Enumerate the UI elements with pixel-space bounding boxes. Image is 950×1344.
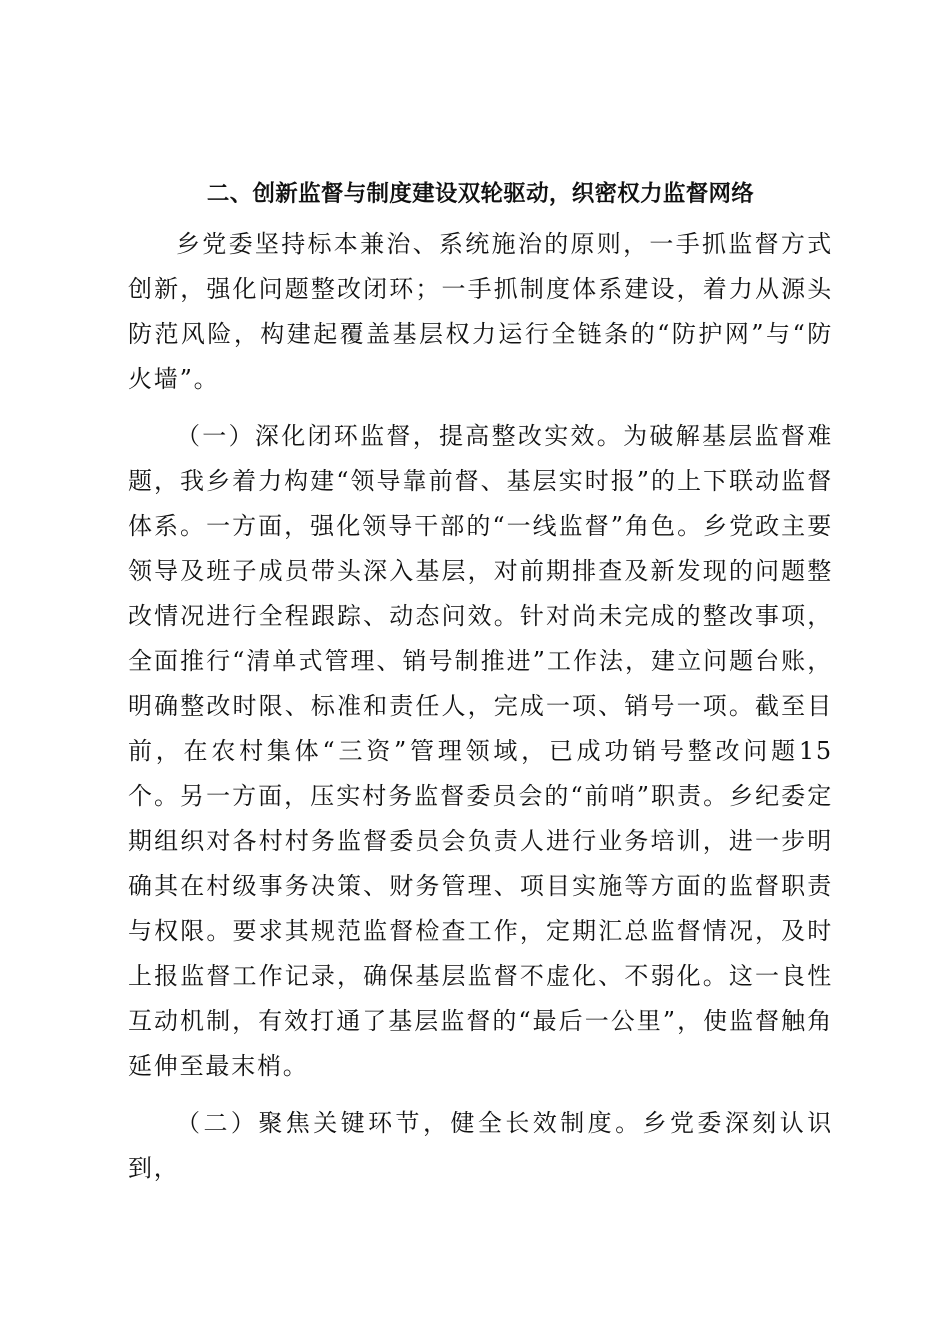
paragraph-closed-loop-supervision: （一）深化闭环监督，提高整改实效。为破解基层监督难题，我乡着力构建“领导靠前督、基层实时报”的上下联动监督体系。一方面，强化领导干部的“一线监督”角色。乡党政主要领导及班子成员带头深入基层，对前期排查及新发现的问题整改情况进行全程跟踪、动态问效。针对尚未完成的整改事项，全面推行“清单式管理、销号制推进”工作法，建立问题台账，明确整改时限、标准和责任人，完成一项、销号一项。截至目前，在农村集体“三资”管理领域，已成功销号整改问题15个。另一方面，压实村务监督委员会的“前哨”职责。乡纪委定期组织对各村村务监督委员会负责人进行业务培训，进一步明确其在村级事务决策、财务管理、项目实施等方面的监督职责与权限。要求其规范监督检查工作，定期汇总监督情况，及时上报监督工作记录，确保基层监督不虚化、不弱化。这一良性互动机制，有效打通了基层监督的“最后一公里”，使监督触角延伸至最末梢。 <box>128 422 833 1080</box>
text-column <box>128 170 833 1191</box>
paragraph-intro: 乡党委坚持标本兼治、系统施治的原则，一手抓监督方式创新，强化问题整改闭环；一手抓制度体系建设，着力从源头防范风险，构建起覆盖基层权力运行全链条的“防护网”与“防火墙”。 <box>128 230 833 393</box>
paragraph-long-term-system: （二）聚焦关键环节，健全长效制度。乡党委深刻认识到， <box>128 1109 833 1182</box>
section-heading: 二、创新监督与制度建设双轮驱动，织密权力监督网络 <box>206 181 755 207</box>
